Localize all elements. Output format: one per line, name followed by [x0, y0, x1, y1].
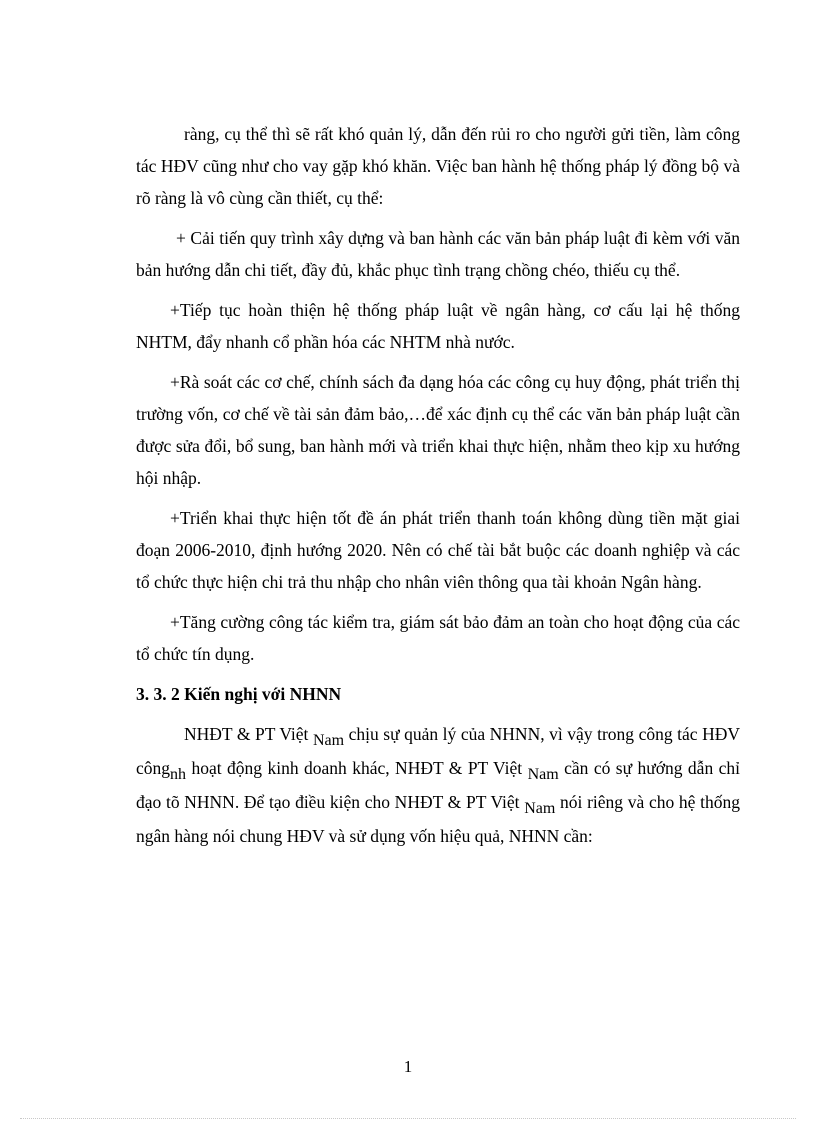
- section-heading: 3. 3. 2 Kiến nghị với NHNN: [136, 684, 342, 704]
- paragraph-bullet-improve-process: + Cải tiến quy trình xây dựng và ban hành các văn bản pháp luật đi kèm với văn bản hướng dẫn chi tiết, đầy đủ, khắc phục tình trạng chồng chéo, thiếu cụ thể.: [136, 228, 740, 280]
- text-run: cần có sự hướng dẫn chỉ đạo tõ NHNN. Để tạo điều kiện cho NHĐT & PT Việt: [136, 758, 741, 812]
- subscript-run: nh: [170, 766, 187, 783]
- paragraph-intro: ràng, cụ thể thì sẽ rất khó quản lý, dẫn đến rủi ro cho người gửi tiền, làm công tác HĐV cũng như cho vay gặp khó khăn. Việc ban hành hệ thống pháp lý đồng bộ và rõ ràng là vô cùng cần thiết, cụ thể:: [136, 124, 740, 208]
- text-run: NHĐT & PT Việt: [184, 724, 313, 744]
- paragraph-bullet-complete-law: +Tiếp tục hoàn thiện hệ thống pháp luật về ngân hàng, cơ cấu lại hệ thống NHTM, đẩy nhanh cổ phần hóa các NHTM nhà nước.: [136, 300, 740, 352]
- paragraph-bullet-supervision: +Tăng cường công tác kiểm tra, giám sát bảo đảm an toàn cho hoạt động của các tổ chức tín dụng.: [136, 612, 740, 664]
- text-run: hoạt động kinh doanh khác, NHĐT & PT Việt: [186, 758, 528, 778]
- subscript-run: Nam: [524, 800, 556, 817]
- page-bottom-divider: [20, 1118, 796, 1119]
- subscript-run: Nam: [527, 766, 559, 783]
- paragraph-bullet-cashless-payment: +Triển khai thực hiện tốt đề án phát triển thanh toán không dùng tiền mặt giai đoạn 2006-2010, định hướng 2020. Nên có chế tài bắt buộc các doanh nghiệp và các tổ chức thực hiện chi trả thu nhập cho nhân viên thông qua tài khoản Ngân hàng.: [136, 508, 740, 592]
- document-body: [136, 118, 740, 860]
- page-number: 1: [403, 1057, 413, 1076]
- text-run: chịu sự quản lý của NHNN, vì vậy trong công tác HĐV công: [136, 724, 740, 778]
- paragraph-bullet-review-mechanisms: +Rà soát các cơ chế, chính sách đa dạng hóa các công cụ huy động, phát triển thị trường vốn, cơ chế về tài sản đảm bảo,…để xác định cụ thể các văn bản pháp luật cần được sửa đổi, bổ sung, ban hành mới và triển khai thực hiện, nhằm theo kịp xu hướng hội nhập.: [136, 372, 740, 488]
- subscript-run: Nam: [312, 732, 345, 749]
- paragraph-recommendation: [136, 718, 740, 852]
- text-run: nói riêng và cho hệ thống ngân hàng nói chung HĐV và sử dụng vốn hiệu quả, NHNN cần:: [136, 792, 740, 846]
